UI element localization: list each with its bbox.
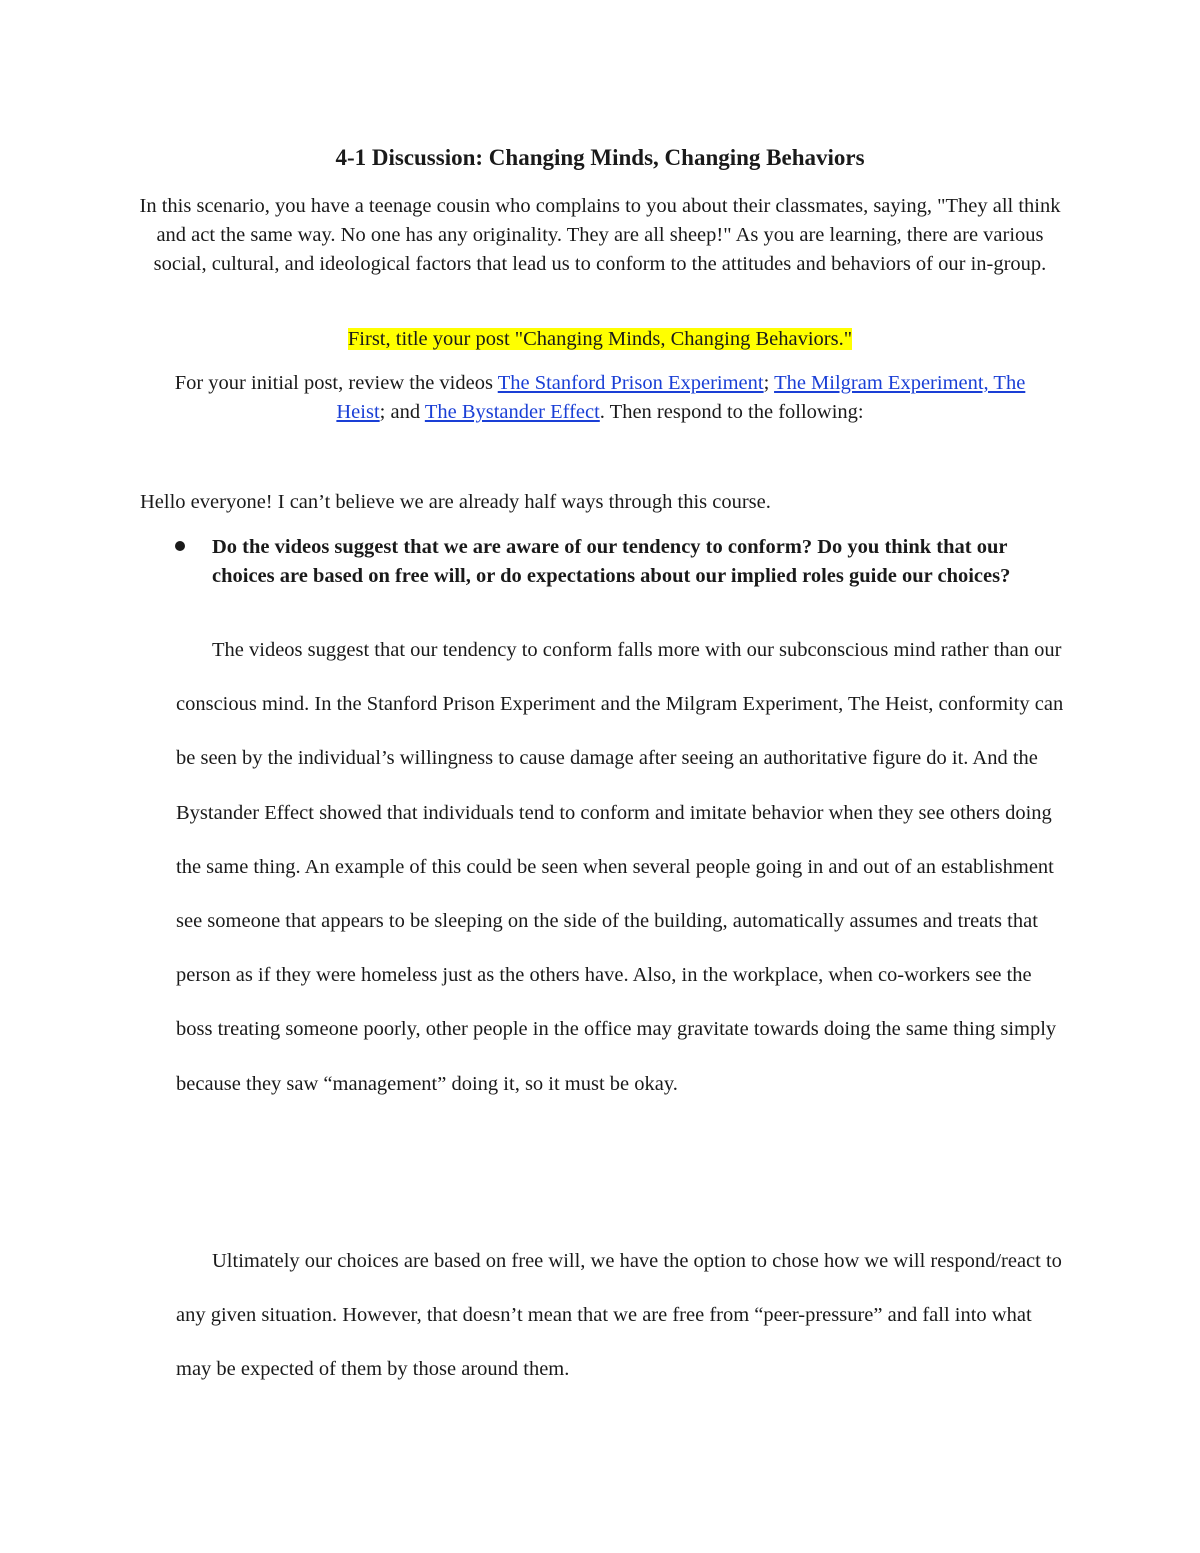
link-bystander-effect[interactable]: The Bystander Effect bbox=[424, 401, 600, 423]
links-prefix: For your initial post, review the videos bbox=[174, 372, 498, 394]
links-separator-2: ; and bbox=[379, 401, 425, 423]
link-milgram-experiment[interactable]: The Milgram Experiment, The Heist bbox=[336, 372, 1026, 423]
answer-paragraph-1 bbox=[176, 623, 1066, 1111]
links-separator-1: ; bbox=[763, 372, 775, 394]
document-title: 4-1 Discussion: Changing Minds, Changing Behaviors bbox=[335, 145, 865, 170]
answer-paragraph-2 bbox=[176, 1234, 1066, 1397]
bullet-icon bbox=[175, 541, 185, 551]
links-suffix: . Then respond to the following: bbox=[599, 401, 864, 423]
intro-paragraph bbox=[130, 192, 1070, 279]
highlighted-text: First, title your post "Changing Minds, Changing Behaviors." bbox=[347, 328, 853, 350]
video-links-paragraph bbox=[170, 369, 1030, 427]
discussion-question: Do the videos suggest that we are aware of our tendency to conform? Do you think that our choices are based on free will, or do expectations about our implied roles guide our choices? bbox=[212, 536, 1011, 587]
answer-text-1: The videos suggest that our tendency to conform falls more with our subconscious mind rather than our conscious mind. In the Stanford Prison Experiment and the Milgram Experiment, The Heist, conformity can be seen by the individual’s willingness to cause damage after seeing an authoritative figure do it. And the Bystander Effect showed that individuals tend to conform and imitate behavior when they see others doing the same thing. An example of this could be seen when several people going in and out of an establishment see someone that appears to be sleeping on the side of the building, automatically assumes and treats that person as if they were homeless just as the others have. Also, in the workplace, when co-workers see the boss treating someone poorly, other people in the office may gravitate towards doing the same thing simply because they saw “management” doing it, so it must be okay. bbox=[176, 639, 1064, 1095]
highlighted-instruction bbox=[0, 325, 1200, 354]
greeting-line: Hello everyone! I can’t believe we are already half ways through this course. bbox=[140, 491, 771, 513]
intro-text: In this scenario, you have a teenage cousin who complains to you about their classmates, saying, "They all think and act the same way. No one has any originality. They are all sheep!" As you are learning, there are various social, cultural, and ideological factors that lead us to conform to the attitudes and behaviors of our in-group. bbox=[139, 195, 1061, 275]
answer-text-2: Ultimately our choices are based on free will, we have the option to chose how we will respond/react to any given situation. However, that doesn’t mean that we are free from “peer-pressure” and fall into what may be expected of them by those around them. bbox=[176, 1250, 1062, 1381]
link-stanford-prison-experiment[interactable]: The Stanford Prison Experiment bbox=[497, 372, 764, 394]
